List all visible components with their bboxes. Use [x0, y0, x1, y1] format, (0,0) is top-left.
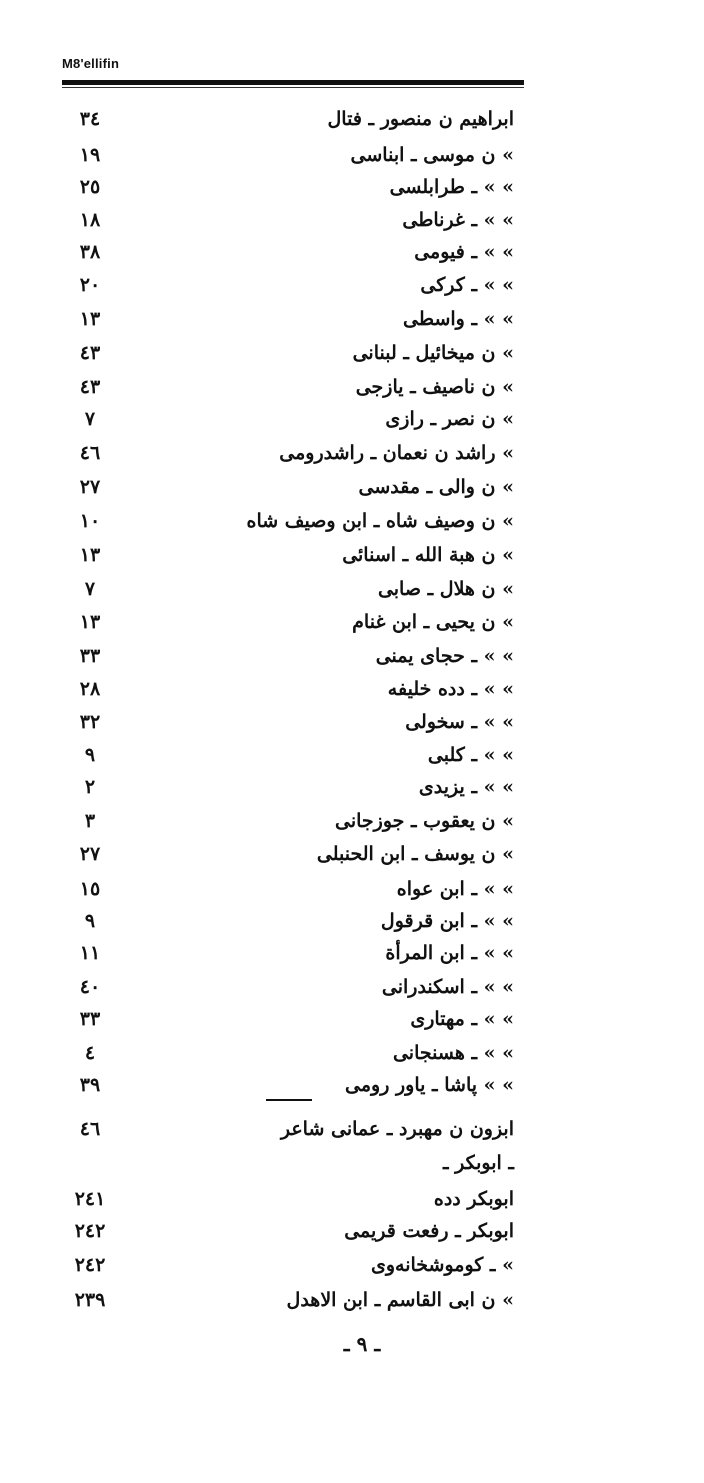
entry-text: » » ـ هسنجانى	[392, 1042, 514, 1064]
index-entry	[0, 1004, 704, 1034]
entry-text: » » ـ طرابلسى	[389, 176, 514, 198]
header-rule-thin	[62, 87, 524, 88]
entry-page-number: ٤	[84, 1042, 96, 1064]
entry-text: » » ـ كركى	[420, 274, 514, 296]
entry-page-number: ٢٤١	[74, 1188, 106, 1210]
entry-page-number: ٩	[84, 744, 96, 766]
entry-text: » ن هلال ـ صابى	[377, 578, 514, 600]
index-entry	[0, 972, 704, 1002]
entry-page-number: ٢	[84, 776, 96, 798]
index-entry	[0, 1250, 704, 1280]
entry-page-number: ١١	[79, 942, 101, 964]
entry-page-number: ١٩	[79, 144, 101, 166]
entry-text: » » ـ كلبى	[427, 744, 514, 766]
index-entry	[0, 506, 704, 536]
index-entry	[0, 674, 704, 704]
entry-text: » » ـ واسطى	[403, 308, 514, 330]
index-entry	[0, 270, 704, 300]
index-entry	[0, 472, 704, 502]
entry-text: » ن وصيف شاه ـ ابن وصيف شاه	[246, 510, 514, 532]
entry-page-number: ٧	[84, 408, 96, 430]
entry-page-number: ٢٥	[79, 176, 101, 198]
entry-page-number: ٣٨	[79, 241, 101, 263]
entry-text: » » ـ مهتارى	[410, 1008, 514, 1030]
index-entry	[0, 1148, 704, 1178]
entry-page-number: ٤٠	[79, 976, 101, 998]
index-entry	[0, 1070, 704, 1100]
index-entry	[0, 1216, 704, 1246]
index-entry	[0, 607, 704, 637]
entry-text: » ن ميخائيل ـ لبنانى	[352, 342, 514, 364]
index-entry	[0, 438, 704, 468]
index-entry	[0, 772, 704, 802]
index-entry	[0, 1038, 704, 1068]
entry-text: ابراهيم ن منصور ـ فتال	[327, 108, 514, 130]
entry-page-number: ٢٣٩	[74, 1289, 106, 1311]
entry-text: » » ـ يزيدى	[418, 776, 514, 798]
entry-page-number: ١٣	[79, 611, 101, 633]
index-entry	[0, 839, 704, 869]
entry-page-number: ٢٠	[79, 274, 101, 296]
entry-text: » » ـ سخولى	[405, 711, 514, 733]
entry-text: » » ـ ابن المرأة	[385, 942, 514, 964]
entry-text: » » ـ غرناطى	[402, 209, 514, 231]
entry-page-number: ١٠	[79, 510, 101, 532]
entry-text: » ن يعقوب ـ جوزجانى	[334, 810, 514, 832]
entry-text: » » ـ فيومى	[414, 241, 514, 263]
entry-text: » » ـ حجاى يمنى	[375, 645, 514, 667]
page-header: M8'ellifin	[62, 56, 120, 71]
entry-text: » » ـ ابن عواه	[396, 878, 514, 900]
index-entry	[0, 172, 704, 202]
index-entry	[0, 906, 704, 936]
entry-page-number: ١٣	[79, 308, 101, 330]
entry-text: » » پاشا ـ ياور رومى	[345, 1074, 514, 1096]
entry-text: » ن ناصيف ـ يازجى	[355, 376, 514, 398]
index-entry	[0, 338, 704, 368]
entry-text: » ن يوسف ـ ابن الحنبلى	[316, 843, 514, 865]
entry-page-number: ٣٤	[79, 108, 101, 130]
entry-page-number: ٩	[84, 910, 96, 932]
entry-page-number: ١٣	[79, 544, 101, 566]
index-entry	[0, 304, 704, 334]
index-entry	[0, 707, 704, 737]
entry-page-number: ٣	[84, 810, 96, 832]
entry-page-number: ٢٤٢	[74, 1254, 106, 1276]
entry-page-number: ٣٩	[79, 1074, 101, 1096]
entry-page-number: ٢٧	[79, 843, 101, 865]
entry-text: ابزون ن مهبرد ـ عمانى شاعر	[280, 1118, 514, 1140]
index-entry	[0, 874, 704, 904]
entry-page-number: ٣٣	[79, 1008, 101, 1030]
index-entry	[0, 740, 704, 770]
index-entry	[0, 140, 704, 170]
index-entry	[0, 540, 704, 570]
entry-text: » ن هبة الله ـ اسنائى	[342, 544, 514, 566]
entry-text: ابوبكر ـ رفعت قريمى	[344, 1220, 514, 1242]
entry-text: » ـ كوموشخانه‌وى	[370, 1254, 514, 1276]
index-entry	[0, 1184, 704, 1214]
entry-page-number: ٧	[84, 578, 96, 600]
index-entry	[0, 237, 704, 267]
entry-page-number: ٤٦	[79, 1118, 101, 1140]
entry-text: » ن نصر ـ رازى	[385, 408, 514, 430]
page-number-footer: ـ ٩ ـ	[343, 1332, 381, 1356]
header-rule	[62, 80, 524, 89]
index-entry	[0, 938, 704, 968]
index-entry	[0, 205, 704, 235]
index-entry	[0, 104, 704, 134]
section-separator	[266, 1099, 312, 1101]
index-entry	[0, 372, 704, 402]
entry-page-number: ٤٣	[79, 376, 101, 398]
entry-text: ـ ابوبكر ـ	[442, 1152, 514, 1174]
index-entry	[0, 1114, 704, 1144]
entry-text: ابوبكر دده	[433, 1188, 514, 1210]
entry-page-number: ١٨	[79, 209, 101, 231]
entry-text: » ن والى ـ مقدسى	[358, 476, 514, 498]
entry-page-number: ٢٧	[79, 476, 101, 498]
entry-page-number: ٣٢	[79, 711, 101, 733]
entry-text: » » ـ اسكندرانى	[381, 976, 514, 998]
entry-text: » راشد ن نعمان ـ راشدرومى	[279, 442, 514, 464]
entry-text: » » ـ ابن قرقول	[380, 910, 514, 932]
index-entry	[0, 404, 704, 434]
entry-text: » » ـ دده خليفه	[387, 678, 514, 700]
index-entry	[0, 1285, 704, 1315]
entry-text: » ن ابى القاسم ـ ابن الاهدل	[286, 1289, 514, 1311]
header-rule-thick	[62, 80, 524, 85]
entry-page-number: ٢٨	[79, 678, 101, 700]
index-entry	[0, 574, 704, 604]
entry-page-number: ٤٣	[79, 342, 101, 364]
entry-page-number: ٣٣	[79, 645, 101, 667]
entry-text: » ن يحيى ـ ابن غنام	[352, 611, 514, 633]
entry-page-number: ٢٤٢	[74, 1220, 106, 1242]
entry-page-number: ١٥	[79, 878, 101, 900]
index-entry	[0, 641, 704, 671]
entry-text: » ن موسى ـ ابناسى	[350, 144, 514, 166]
entry-page-number: ٤٦	[79, 442, 101, 464]
index-entry	[0, 806, 704, 836]
